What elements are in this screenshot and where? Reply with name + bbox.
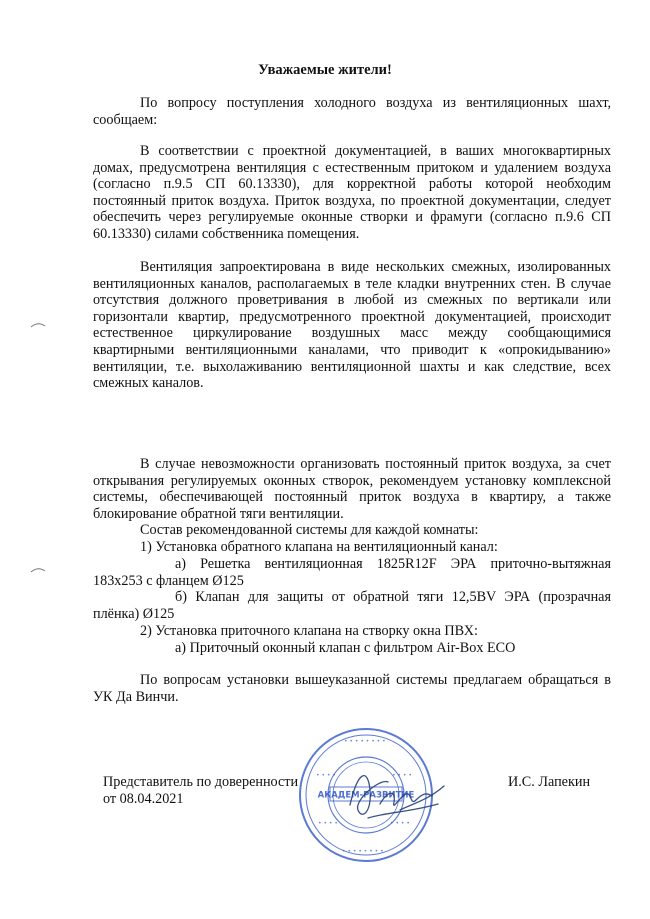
- document-title: Уважаемые жители!: [258, 62, 392, 78]
- list-item-2: 2) Установка приточного клапана на створку окна ПВХ:: [140, 623, 478, 639]
- list-heading: Состав рекомендованной системы для каждой комнаты:: [140, 522, 479, 538]
- signer-name: И.С. Лапекин: [508, 774, 591, 790]
- list-item-1b: б) Клапан для защиты от обратной тяги 12,5BV ЭРА (прозрачная плёнка) Ø125: [93, 589, 611, 622]
- svg-text:• • • • • • • •: • • • • • • • •: [344, 738, 386, 745]
- representative-date: от 08.04.2021: [103, 791, 184, 807]
- margin-mark-icon: [30, 567, 46, 573]
- svg-text:• • • •: • • • •: [318, 820, 338, 827]
- svg-text:• • • •: • • • •: [316, 772, 336, 779]
- paragraph-ventilation-design: В соответствии с проектной документацией, в ваших многоквартирных домах, предусмотрена вентиляция с естественным притоком и удалением воздуха (согласно п.9.5 СП 60.13330), для корректной работы которой необходим постоянный приток воздуха. Приток воздуха, по проектной документации, следует обеспечить через регулируемые оконные створки и фрамуги (согласно п.9.6 СП 60.13330) силами собственника помещения.: [93, 143, 611, 242]
- list-item-1: 1) Установка обратного клапана на вентиляционный канал:: [140, 539, 498, 555]
- list-item-1a: а) Решетка вентиляционная 1825R12F ЭРА приточно-вытяжная 183х253 с фланцем Ø125: [93, 556, 611, 589]
- svg-text:• • • •: • • • •: [390, 820, 410, 827]
- stamp-label: АКАДЕМ-РАЗВИТИЕ: [317, 790, 415, 801]
- list-item-2a: а) Приточный оконный клапан с фильтром Air-Box ECO: [175, 640, 516, 656]
- intro-paragraph: По вопросу поступления холодного воздуха из вентиляционных шахт, сообщаем:: [93, 95, 611, 128]
- representative-title: Представитель по доверенности: [103, 774, 299, 790]
- margin-mark-icon: [30, 322, 46, 328]
- svg-text:• • • • • • • •: • • • • • • • •: [342, 848, 384, 855]
- paragraph-ventilation-channels: Вентиляция запроектирована в виде нескольких смежных, изолированных вентиляционных каналов, располагаемых в теле кладки внутренних стен. В случае отсутствия должного проветривания в любой из смежных по вертикали или горизонтали квартир, предусмотренного проектной документацией, происходит естественное циркулирование воздушных масс между сообщающимися квартирными вентиляционными каналами, что приводит к «опрокидыванию» вентиляции, т.е. выхолаживанию вентиляционной шахты и как следствие, всех смежных каналов.: [93, 259, 611, 392]
- svg-text:• • • •: • • • •: [392, 772, 412, 779]
- signature-icon: [340, 760, 450, 830]
- paragraph-contact: По вопросам установки вышеуказанной системы предлагаем обращаться в УК Да Винчи.: [93, 672, 611, 705]
- paragraph-recommendation: В случае невозможности организовать постоянный приток воздуха, за счет открывания регулируемых оконных створок, рекомендуем установку комплексной системы, обеспечивающей постоянный приток воздуха в квартиру, а также блокирование обратной тяги вентиляции.: [93, 456, 611, 522]
